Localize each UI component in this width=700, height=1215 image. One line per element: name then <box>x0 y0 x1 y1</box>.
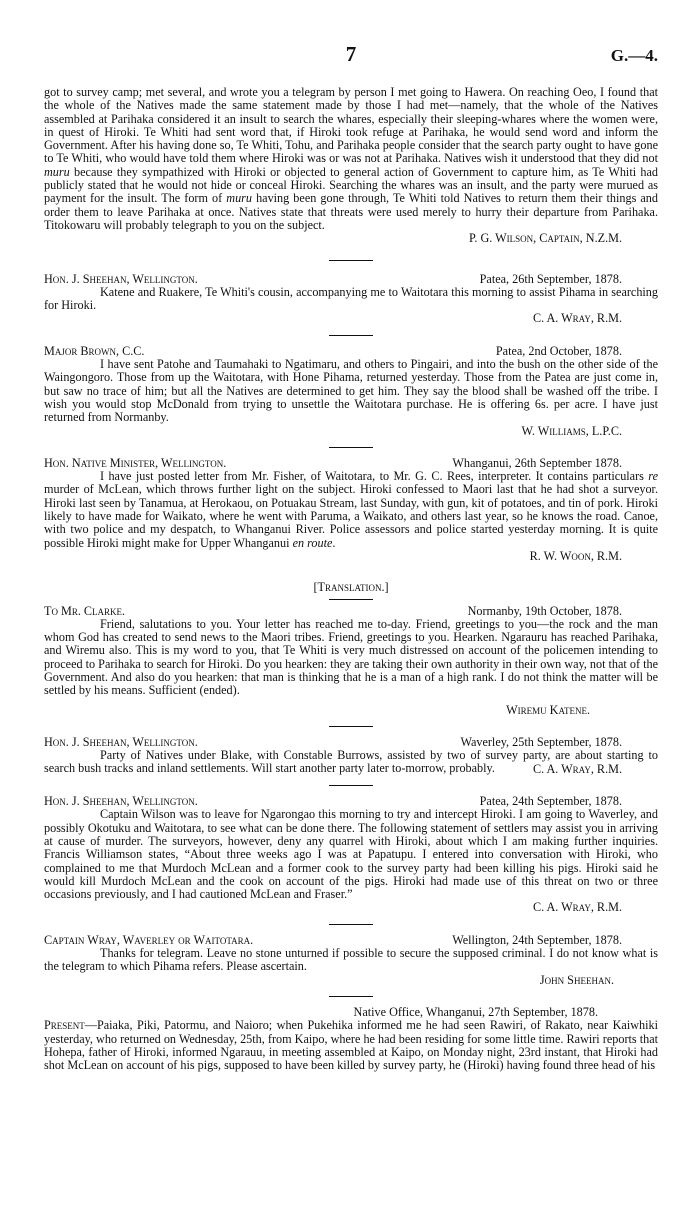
italic-term: muru <box>226 191 252 206</box>
letter-body: Party of Natives under Blake, with Constable Burrows, assisted by two of survey party, are about starting to search bush tracks and inland settlements. Will start another party later to-morrow, probably. <box>44 748 658 776</box>
addressee: Hon. J. Sheehan, Wellington. <box>44 794 198 809</box>
addressee: Hon. J. Sheehan, Wellington. <box>44 271 198 286</box>
addressee: Hon. J. Sheehan, Wellington. <box>44 734 198 749</box>
letter-body <box>44 86 658 232</box>
text: got to survey camp; met several, and wrote you a telegram by person I met going to Hawera. On reaching Oeo, I found that the whole of the Natives made the same statement made by those I had met—namely, that the whole of the Natives assembled at Parihaka considered it an insult to search the whares, especially their sleeping-whares where the women were, in quest of Hiroki. Te Whiti had sent word that, if Hiroki took refuge at Parihaka, he would send word and inform the Government. After his having done so, Te Whiti, Tohu, and Parihaka people consider that the search party ought to have gone to Te Whiti, who would have told them where Hiroki was or was not at Parihaka. Natives wish it understood that they did not <box>44 85 658 166</box>
page-header <box>44 42 658 72</box>
text: . <box>332 535 336 550</box>
divider <box>329 726 373 727</box>
text: —Paiaka, Piki, Patormu, and Naioro; when Pukehika informed me he had seen Rawiri, of Rakato, near Kaiwhiki yesterday, who returned on Wednesday, 25th, from Kaipo, where he had been residing for some little time. Rawiri reports that Hohepa, father of Hiroki, informed Ngarauu, in meeting assembled at Kaipo, on Monday night, 23rd instant, that Hiroki had shot McLean on account of his pigs, supposed to have been killed by survey party, he (Hiroki) having found three head of his <box>44 1018 658 1073</box>
letter-body <box>44 470 658 550</box>
letter-header <box>44 605 658 618</box>
minute-body <box>44 1019 658 1072</box>
text: I have just posted letter from Mr. Fisher, of Waitotara, to Mr. G. C. Rees, interpreter. It contains particulars <box>100 469 649 484</box>
translation-heading: [Translation.] <box>313 580 389 595</box>
text: murder of McLean, which throws further light on the subject. Hiroki confessed to Maori last that he had shot a surveyor. Hiroki last seen by Tanamua, at Herokaou, on Potuakau Stream, last Sunday, with gun, kit of potatoes, and tin of pork. Hiroki likely to have made for Waikato, where he went with Paruma, a Waikato, and others last year, so he knows the road. Canoe, with two police and my despatch, to Whanganui River. Police assessors and police started yesterday morning. It is quite possible Hiroki might make for Upper Whanganui <box>44 482 658 550</box>
divider <box>329 599 373 600</box>
signature: Wiremu Katene. <box>506 702 590 717</box>
addressee: To Mr. Clarke. <box>44 603 126 618</box>
place-date: Native Office, Whanganui, 27th September, 1878. <box>353 1004 598 1019</box>
letter-body: Friend, salutations to you. Your letter has reached me to-day. Friend, greetings to you—the rock and the man whom God has created to send news to the Maori tribes. Friend, greetings to you. Hearken. Ngarauru has reached Parihaka, and Wiremu also. This is my word to you, that Te Whiti is very much distressed on account of the policemen intending to proceed to Parihaka to search for Hiroki. Do you hearken: they are taking their own authority in their own way, not that of the Government. And also do you hearken: that man is thinking that he is a man of a high rank. I do not think the matter will be settled by his means. Sufficient (ended). <box>44 616 658 698</box>
signature: C. A. Wray, R.M. <box>532 761 622 776</box>
letter-header <box>44 736 658 749</box>
italic-term: muru <box>44 164 70 179</box>
letter-sheehan <box>44 934 658 987</box>
divider <box>329 996 373 997</box>
text: because they sympathized with Hiroki or objected to general action of Government to capture him, as Te Whiti had publicly stated that he would not hide or conceal Hiroki. Searching the whares was an insult, and the party were murued as payment for the insult. The form of <box>44 164 658 206</box>
letter-wray-1 <box>44 273 658 326</box>
present-label: Present <box>44 1018 85 1033</box>
letter-wray-3 <box>44 795 658 915</box>
letter-header <box>44 795 658 808</box>
place-date: Patea, 24th September, 1878. <box>479 794 622 809</box>
letter-williams <box>44 345 658 438</box>
place-date: Waverley, 25th September, 1878. <box>460 734 622 749</box>
italic-term: en route <box>292 535 333 550</box>
text: having been gone through, Te Whiti told Natives to return them their things and order them to leave Parihaka at once. Natives state that threats were used merely to hurry their departure from Parihaka. Titokowaru will probably telegraph to you on the subject. <box>44 191 658 232</box>
letter-header <box>44 457 658 470</box>
minute-native-office <box>44 1006 658 1072</box>
letter-katene <box>44 581 658 717</box>
place-date: Wellington, 24th September, 1878. <box>452 932 622 947</box>
italic-term: re <box>648 469 658 484</box>
signature: P. G. Wilson, Captain, N.Z.M. <box>468 231 622 246</box>
document-code: G.—4. <box>610 46 658 65</box>
divider <box>329 260 373 261</box>
addressee: Major Brown, C.C. <box>44 343 145 358</box>
letter-body: Katene and Ruakere, Te Whiti's cousin, accompanying me to Waitotara this morning to assist Pihama in searching for Hiroki. <box>44 284 658 313</box>
signature: C. A. Wray, R.M. <box>532 311 622 326</box>
page-number: 7 <box>345 42 357 66</box>
divider <box>329 924 373 925</box>
signature: C. A. Wray, R.M. <box>532 900 622 915</box>
place-date: Normanby, 19th October, 1878. <box>467 603 622 618</box>
signature: W. Williams, L.P.C. <box>521 423 622 438</box>
letter-wilson <box>44 86 658 246</box>
spacer <box>44 563 658 567</box>
addressee: Captain Wray, Waverley or Waitotara. <box>44 932 254 947</box>
letter-woon <box>44 457 658 563</box>
letter-header <box>44 934 658 947</box>
letter-wray-2 <box>44 736 658 776</box>
letter-body: I have sent Patohe and Taumahaki to Ngatimaru, and others to Pingairi, and into the bush on the other side of the Waingongoro. Those from up the Waitotara, with Hone Pihama, returned yesterday. Those from the Patea are just come in, but saw no trace of him; but all the Natives are determined to get him. They say the blood shall be washed off the tribe. I wish you would stop McDonald from trying to unsettle the Waitotara purchase. He is offering 6s. per acre. I have just returned from Normanby. <box>44 357 658 425</box>
divider <box>329 447 373 448</box>
place-date: Whanganui, 26th September 1878. <box>452 455 622 470</box>
place-date: Patea, 26th September, 1878. <box>479 271 622 286</box>
addressee: Hon. Native Minister, Wellington. <box>44 455 227 470</box>
letter-body: Thanks for telegram. Leave no stone unturned if possible to secure the supposed criminal. I do not know what is the telegram to which Pihama refers. Please ascertain. <box>44 946 658 974</box>
divider <box>329 785 373 786</box>
signature: John Sheehan. <box>539 972 614 987</box>
divider <box>329 335 373 336</box>
letter-header <box>44 345 658 358</box>
letter-body: Captain Wilson was to leave for Ngarongao this morning to try and intercept Hiroki. I am going to Waverley, and possibly Okotuku and Waitotara, to see what can be done there. The following statement of settlers may assist you in arriving at cause of murder. The surveyors, however, deny any quarrel with Hiroki, about which I am making further inquiries. Francis Williamson states, “About three weeks ago I was at Papatupu. I entered into conversation with Hiroki, who complained to me that Murdoch McLean and a former cook to the survey party had been killing his pigs. Hiroki said he would kill Murdoch McLean and the cook on account of the pigs. Hiroki had made use of this threat on two or three occasions previously, and I had cautioned McLean and Fraser.” <box>44 807 658 902</box>
place-date: Patea, 2nd October, 1878. <box>495 343 622 358</box>
letter-header <box>44 273 658 286</box>
document-body <box>44 86 658 1072</box>
signature: R. W. Woon, R.M. <box>529 548 622 563</box>
